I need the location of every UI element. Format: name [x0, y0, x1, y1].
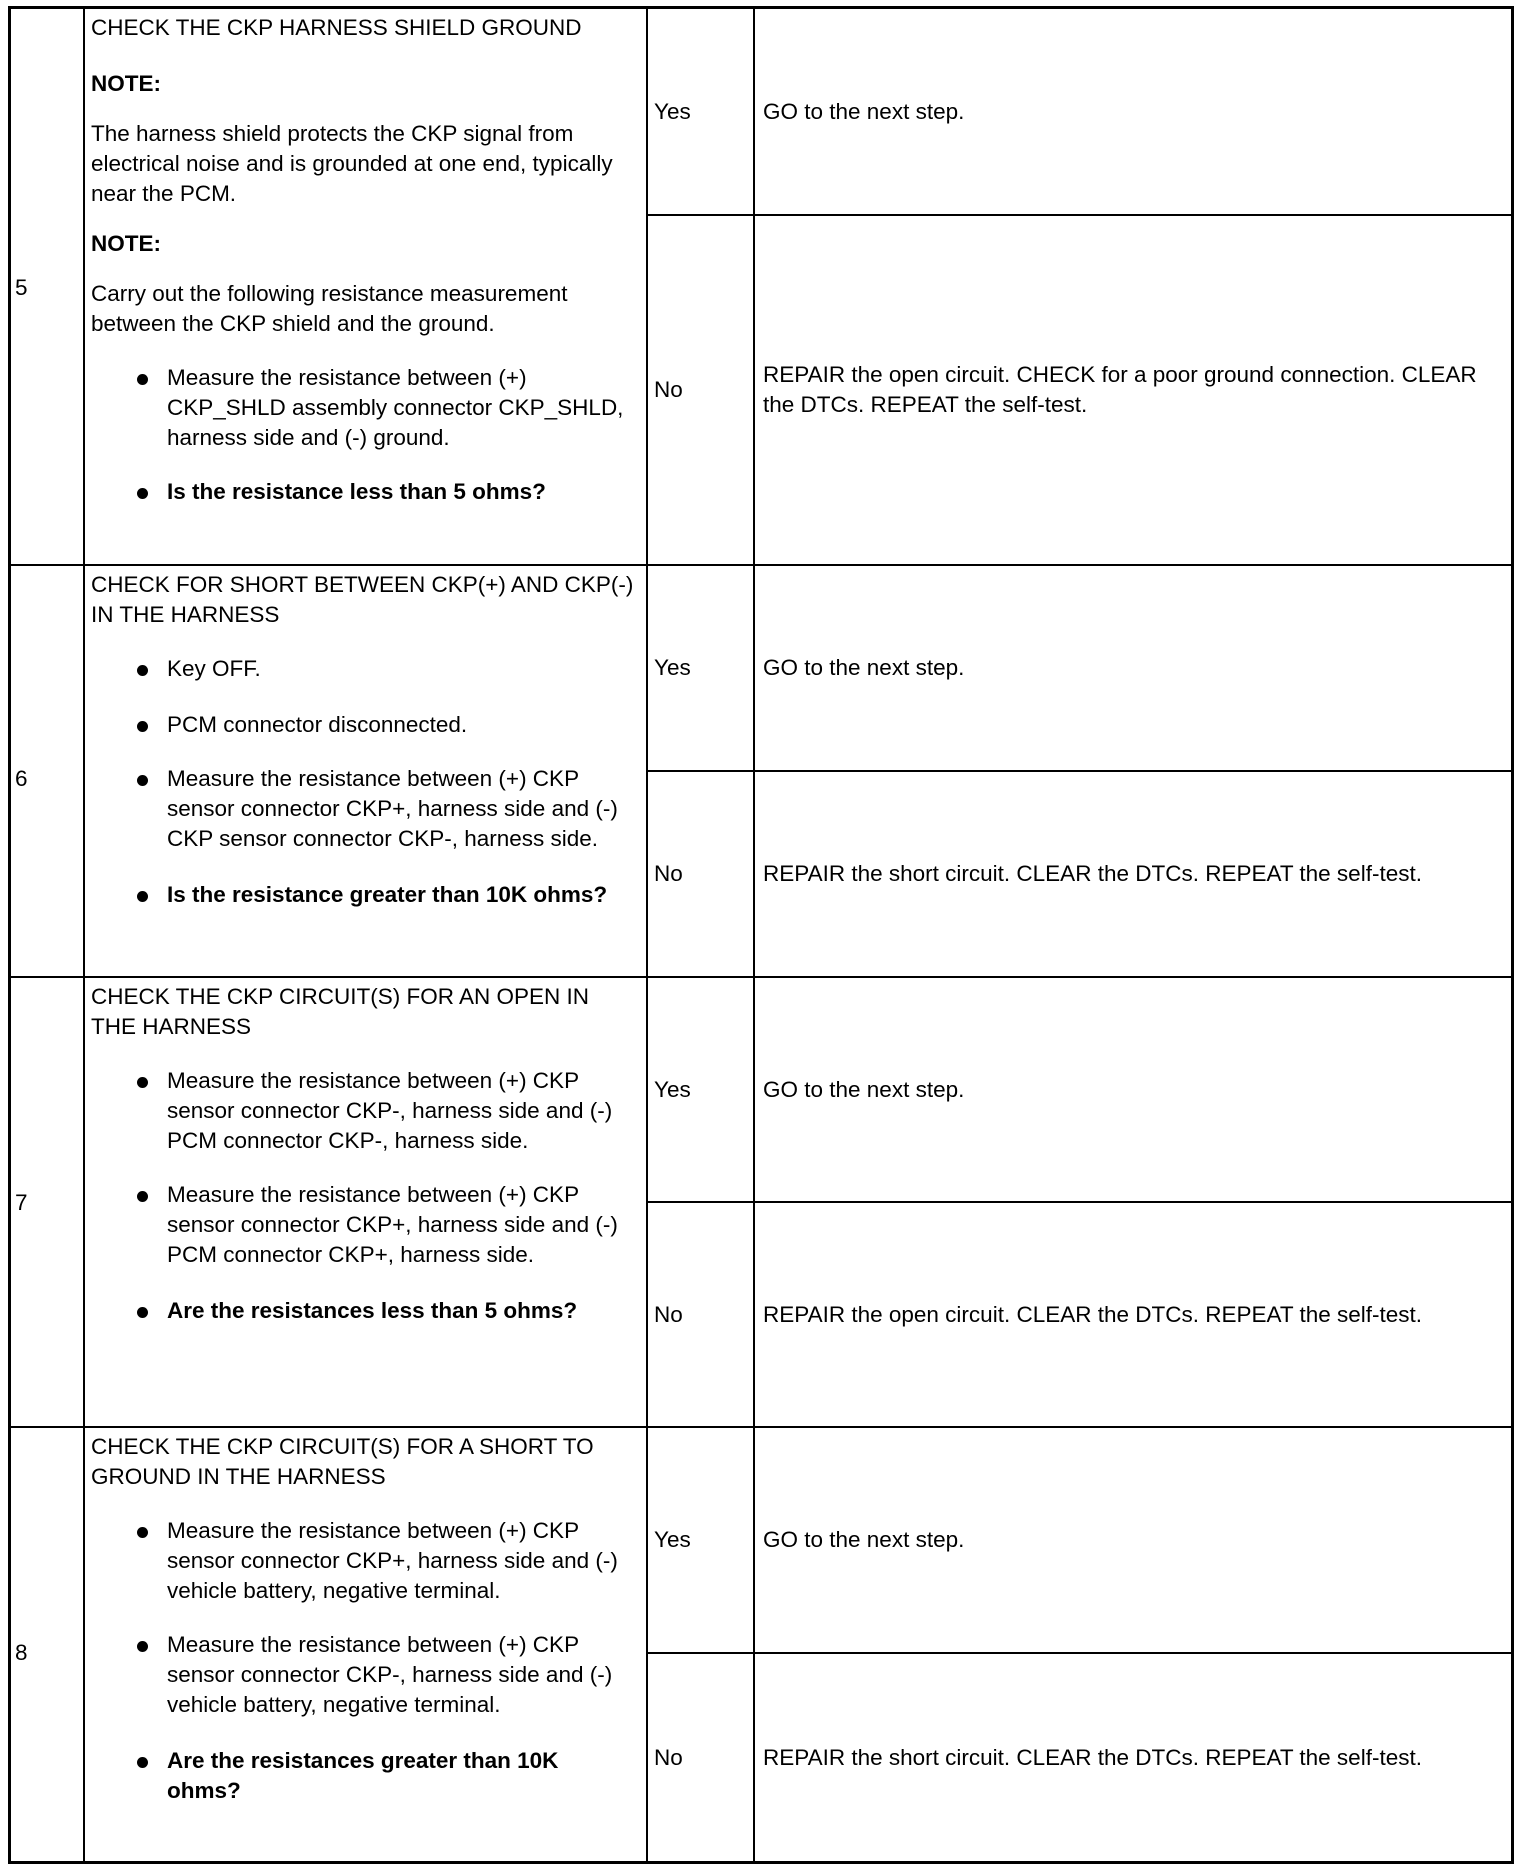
bullet-icon [137, 1191, 148, 1202]
result-yes: Yes [654, 98, 691, 124]
bullet-item: Key OFF. [91, 654, 638, 684]
step-number: 6 [15, 766, 28, 791]
bullet-question: Is the resistance less than 5 ohms? [91, 477, 638, 507]
bullet-item: PCM connector disconnected. [91, 710, 638, 740]
diagnostic-table [8, 6, 1514, 1864]
bullet-icon [137, 1307, 148, 1318]
step-number: 5 [15, 275, 28, 300]
bullet-icon [137, 775, 148, 786]
result-yes: Yes [654, 1076, 691, 1102]
bullet-item: Measure the resistance between (+) CKP sensor connector CKP+, harness side and (-) CKP sensor connector CKP-, harness side. [91, 764, 638, 854]
note-label: NOTE: [91, 71, 161, 96]
bullet-item: Measure the resistance between (+) CKP sensor connector CKP+, harness side and (-) PCM connector CKP+, harness side. [91, 1180, 638, 1270]
action-yes: GO to the next step. [763, 655, 965, 680]
bullet-question: Is the resistance greater than 10K ohms? [91, 880, 638, 910]
bullet-icon [137, 721, 148, 732]
step-content [85, 1428, 646, 1861]
action-no: REPAIR the short circuit. CLEAR the DTCs. REPEAT the self-test. [763, 1744, 1422, 1770]
action-no: REPAIR the short circuit. CLEAR the DTCs. REPEAT the self-test. [763, 861, 1422, 886]
bullet-icon [137, 1527, 148, 1538]
bullet-question: Are the resistances greater than 10K ohms? [91, 1746, 638, 1806]
result-no: No [654, 861, 683, 886]
action-no: REPAIR the open circuit. CLEAR the DTCs. REPEAT the self-test. [763, 1301, 1422, 1327]
bullet-question: Are the resistances less than 5 ohms? [91, 1296, 638, 1326]
step-number: 7 [15, 1190, 28, 1215]
action-yes: GO to the next step. [763, 1076, 965, 1102]
step-content [85, 566, 646, 976]
bullet-item: Measure the resistance between (+) CKP sensor connector CKP-, harness side and (-) PCM connector CKP-, harness side. [91, 1066, 638, 1156]
step-title: CHECK THE CKP CIRCUIT(S) FOR A SHORT TO GROUND IN THE HARNESS [91, 1434, 594, 1489]
note-text: The harness shield protects the CKP signal from electrical noise and is grounded at one end, typically near the PCM. [91, 121, 613, 206]
bullet-icon [137, 1077, 148, 1088]
bullet-item: Measure the resistance between (+) CKP sensor connector CKP-, harness side and (-) vehicle battery, negative terminal. [91, 1630, 638, 1720]
result-no: No [654, 1744, 683, 1770]
bullet-icon [137, 1757, 148, 1768]
result-yes: Yes [654, 655, 691, 680]
bullet-icon [137, 665, 148, 676]
bullet-item: Measure the resistance between (+) CKP_SHLD assembly connector CKP_SHLD, harness side and (-) ground. [91, 363, 638, 453]
note-text: Carry out the following resistance measurement between the CKP shield and the ground. [91, 281, 568, 336]
result-yes: Yes [654, 1527, 691, 1552]
step-content [85, 978, 646, 1426]
action-yes: GO to the next step. [763, 98, 965, 124]
action-yes: GO to the next step. [763, 1527, 965, 1552]
step-title: CHECK FOR SHORT BETWEEN CKP(+) AND CKP(-) IN THE HARNESS [91, 572, 634, 627]
bullet-icon [137, 374, 148, 385]
step-number: 8 [15, 1640, 28, 1665]
step-title: CHECK THE CKP HARNESS SHIELD GROUND [91, 15, 582, 40]
result-no: No [654, 1301, 683, 1327]
step-title: CHECK THE CKP CIRCUIT(S) FOR AN OPEN IN THE HARNESS [91, 984, 589, 1039]
bullet-icon [137, 891, 148, 902]
bullet-item: Measure the resistance between (+) CKP sensor connector CKP+, harness side and (-) vehicle battery, negative terminal. [91, 1516, 638, 1606]
note-label: NOTE: [91, 231, 161, 256]
bullet-icon [137, 1641, 148, 1652]
action-no: REPAIR the open circuit. CHECK for a poor ground connection. CLEAR the DTCs. REPEAT the self-test. [763, 362, 1477, 417]
step-content [85, 9, 646, 564]
bullet-icon [137, 488, 148, 499]
result-no: No [654, 377, 683, 402]
